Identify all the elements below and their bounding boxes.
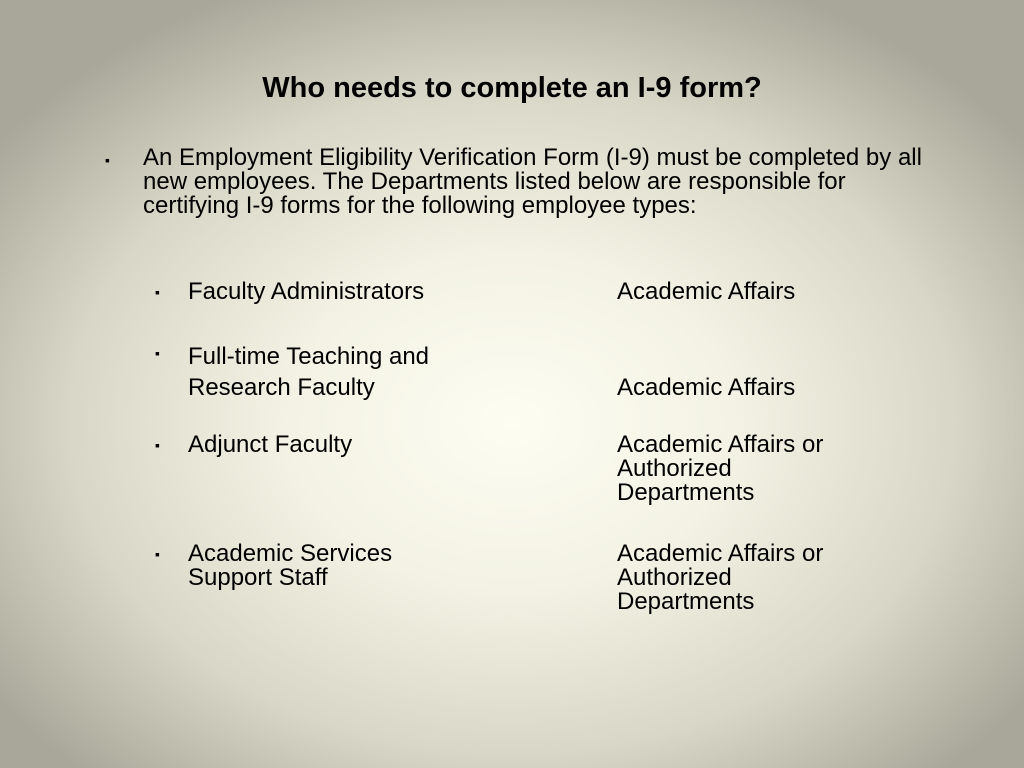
employee-type-line: Academic Services: [188, 540, 393, 567]
employee-type: [188, 433, 588, 457]
department-line: Academic Affairs or: [617, 431, 824, 458]
department-line: Academic Affairs: [617, 374, 796, 401]
employee-type-line: Adjunct Faculty: [188, 431, 353, 458]
department-line: Departments: [617, 588, 755, 615]
bullet-icon: ▪: [155, 284, 160, 300]
slide-title: Who needs to complete an I-9 form?: [262, 72, 762, 104]
responsible-department: [617, 341, 907, 403]
bullet-icon: ▪: [105, 152, 110, 168]
responsible-department: [617, 280, 907, 304]
employee-type: [188, 341, 588, 403]
employee-type-line: Faculty Administrators: [188, 278, 425, 305]
department-line: Authorized: [617, 564, 732, 591]
department-line: [617, 341, 907, 372]
bullet-icon: ▪: [155, 546, 160, 562]
department-line: Departments: [617, 479, 755, 506]
department-line: Academic Affairs: [617, 278, 796, 305]
intro-text: An Employment Eligibility Verification Form (I-9) must be completed by all new employees. The Departments listed below are responsible for certifying I-9 forms for the following employee types:: [143, 144, 922, 219]
employee-type-line: Support Staff: [188, 564, 328, 591]
department-line: Authorized: [617, 455, 732, 482]
responsible-department: [617, 542, 907, 614]
department-line: Academic Affairs or: [617, 540, 824, 567]
employee-type: [188, 280, 588, 304]
bullet-icon: ▪: [155, 345, 160, 361]
employee-type-line: Full-time Teaching and: [188, 343, 430, 370]
responsible-department: [617, 433, 907, 505]
bullet-icon: ▪: [155, 437, 160, 453]
employee-type: [188, 542, 588, 590]
employee-type-line: Research Faculty: [188, 374, 375, 401]
